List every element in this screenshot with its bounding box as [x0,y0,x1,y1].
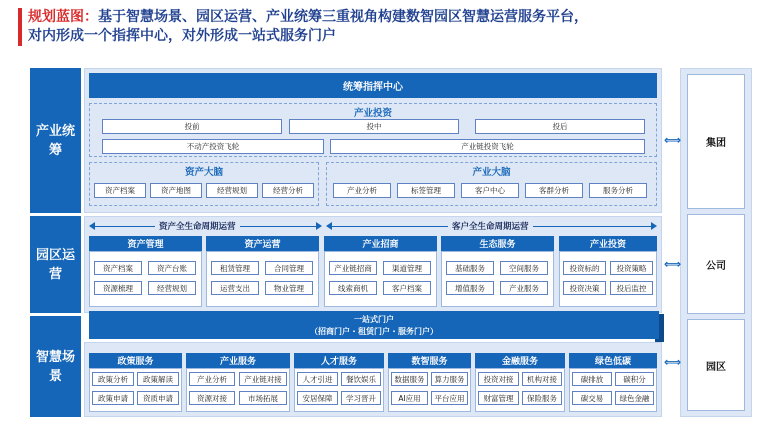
scene-item: 政策分析 [92,372,134,386]
layer-label-industry: 产业统筹 [30,68,81,213]
industry-brain-item: 服务分析 [589,183,647,198]
ops-item: 投资标的 [563,261,606,275]
scene-item: 投资对接 [478,372,519,386]
ops-item: 经营规划 [148,281,196,295]
portal-title: 一站式门户 [354,315,394,324]
ops-item: 投后监控 [610,281,653,295]
arrow-left-icon [326,222,332,230]
one-stop-portal [89,311,659,339]
ops-block-body [89,251,202,307]
scene-item: 碳排放 [572,372,612,386]
arrow-right-icon [651,222,657,230]
ops-item: 投资策略 [610,261,653,275]
scene-block-title: 金融服务 [475,353,565,368]
asset-lifecycle-label: 资产全生命周期运营 [155,220,240,232]
ops-block-body [324,251,437,307]
industry-brain-item: 客群分析 [525,183,583,198]
ops-item: 物业管理 [265,281,313,295]
scene-item: 机构对接 [522,372,562,386]
ops-item: 投资决策 [563,281,606,295]
ops-item: 资产档案 [94,261,142,275]
scene-item: 保险服务 [522,391,562,405]
ops-item: 运营支出 [211,281,259,295]
asset-brain-item: 资产地图 [150,183,202,198]
industry-brain-title: 产业大脑 [472,167,511,178]
ops-item: 租赁管理 [211,261,259,275]
scene-item: 平台应用 [431,391,468,405]
level-group-box: 集团 [687,74,745,209]
title-accent-bar [18,8,22,46]
ops-item: 产业链招商 [329,261,377,275]
scene-item: 市场拓展 [239,391,287,405]
scene-item: 数据服务 [391,372,428,386]
scene-item: 安居保障 [297,391,338,405]
title-prefix: 规划蓝图： [28,9,98,25]
double-arrow-icon: ⟺ [664,257,682,271]
scene-block-title: 政策服务 [89,353,182,368]
ops-item: 资产台账 [148,261,196,275]
scene-item: 产业链对接 [239,372,287,386]
asset-brain-item: 经营规划 [206,183,258,198]
ops-block-title: 资产管理 [89,236,202,251]
ops-block-body [559,251,657,307]
scene-item: 餐饮娱乐 [341,372,381,386]
scene-block-title: 绿色低碳 [569,353,657,368]
scene-item: 绿色金融 [615,391,654,405]
level-park-box: 园区 [687,319,745,411]
title-line1: 基于智慧场景、园区运营、产业统筹三重视角构建数智园区智慧运营服务平台， [98,9,588,25]
layer-label-park-ops: 园区运营 [30,216,81,313]
scene-block-title: 产业服务 [186,353,290,368]
ops-block-title: 资产运营 [206,236,319,251]
ops-item: 合同管理 [265,261,313,275]
arrow-left-icon [89,222,95,230]
double-arrow-icon: ⟺ [664,133,682,147]
industry-brain-item: 产业分析 [333,183,391,198]
scene-block-title: 数智服务 [388,353,471,368]
scene-item: 财富管理 [478,391,519,405]
industry-brain-item: 标签管理 [397,183,455,198]
scene-item: AI应用 [391,391,428,405]
ops-item: 资源梳理 [94,281,142,295]
ops-block-title: 产业投资 [559,236,657,251]
scene-item: 政策申请 [92,391,134,405]
scene-item: 算力服务 [431,372,468,386]
asset-brain-item: 资产档案 [94,183,146,198]
ops-block-title: 产业招商 [324,236,437,251]
industry-brain-item: 客户中心 [461,183,519,198]
scene-item: 人才引进 [297,372,338,386]
ops-item: 线索商机 [329,281,377,295]
ops-item: 渠道管理 [383,261,431,275]
real-estate-flywheel-box: 不动产投资飞轮 [102,139,324,154]
ops-item: 空间服务 [500,261,548,275]
industry-chain-flywheel-box: 产业链投资飞轮 [330,139,645,154]
arrow-right-icon [316,222,322,230]
ops-block-body [206,251,319,307]
ops-block-body [441,251,554,307]
ops-item: 增值服务 [446,281,494,295]
scene-item: 资源对接 [189,391,235,405]
scene-item: 碳积分 [615,372,654,386]
scene-block-title: 人才服务 [294,353,384,368]
scene-item: 产业分析 [189,372,235,386]
ops-block-title: 生态服务 [441,236,554,251]
layer-label-smart-scene: 智慧场景 [30,316,81,417]
invest-pre-box: 投前 [102,119,282,134]
portal-subtitle: （招商门户・租赁门户・服务门户） [310,327,438,336]
asset-brain-title: 资产大脑 [184,167,223,178]
ops-item: 产业服务 [500,281,548,295]
page-title [28,8,768,46]
scene-item: 资质申请 [137,391,179,405]
ops-item: 客户档案 [383,281,431,295]
scene-item: 政策解读 [137,372,179,386]
title-line2: 对内形成一个指挥中心，对外形成一站式服务门户 [28,28,336,44]
scene-item: 碳交易 [572,391,612,405]
invest-mid-box: 投中 [289,119,459,134]
scene-item: 学习晋升 [341,391,381,405]
command-center-bar: 统筹指挥中心 [89,73,657,98]
invest-post-box: 投后 [475,119,645,134]
double-arrow-icon: ⟺ [664,355,682,369]
industry-investment-title: 产业投资 [353,108,392,119]
customer-lifecycle-label: 客户全生命周期运营 [448,220,533,232]
ops-item: 基础服务 [446,261,494,275]
asset-brain-item: 经营分析 [262,183,314,198]
level-company-box: 公司 [687,214,745,314]
